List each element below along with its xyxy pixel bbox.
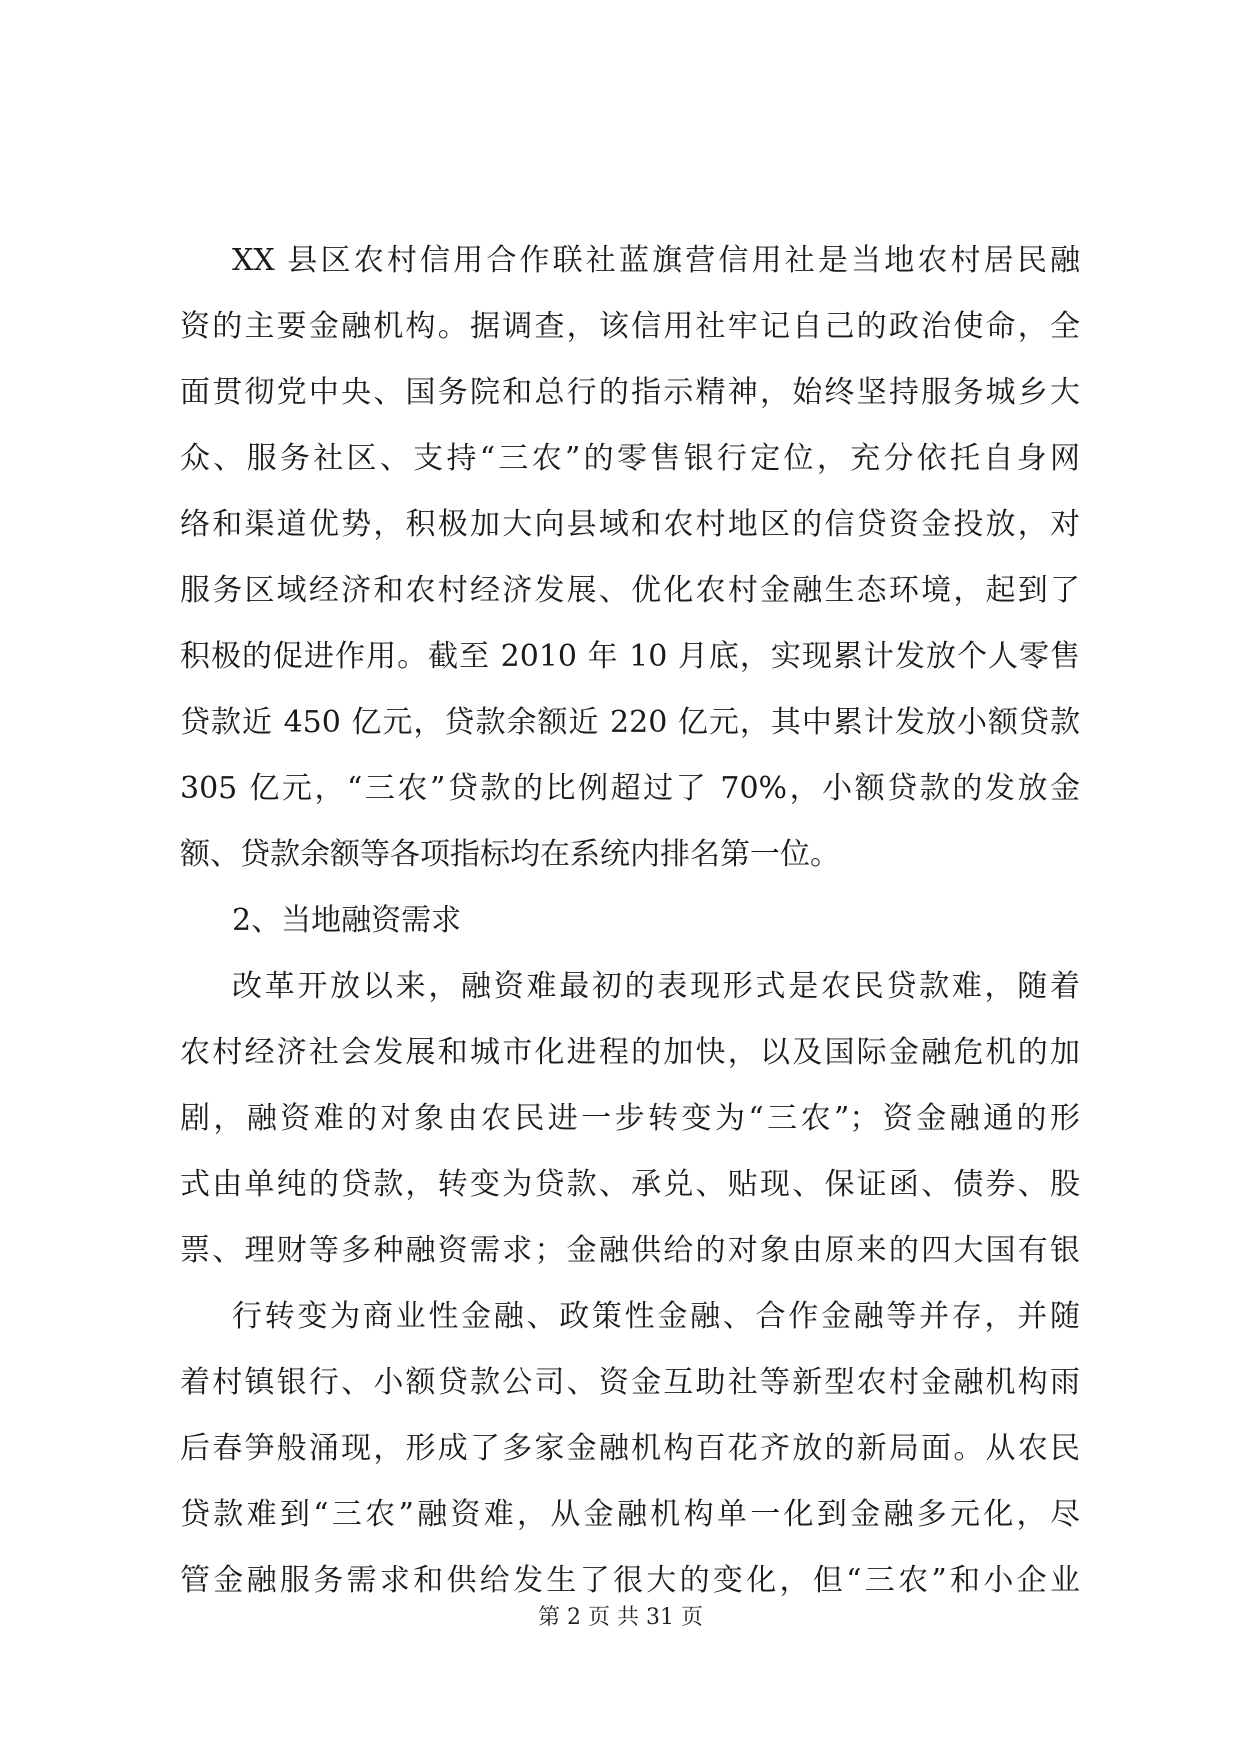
text-line: 行转变为商业性金融、政策性金融、合作金融等并存，并随 bbox=[232, 1299, 1080, 1334]
text-line: 管金融服务需求和供给发生了很大的变化，但“三农”和小企业 bbox=[180, 1563, 1080, 1598]
body-text bbox=[180, 228, 1080, 1614]
text-line: 贷款难到“三农”融资难，从金融机构单一化到金融多元化，尽 bbox=[180, 1497, 1080, 1532]
text-line: 305 亿元，“三农”贷款的比例超过了 70%，小额贷款的发放金 bbox=[180, 771, 1080, 806]
text-line: 农村经济社会发展和城市化进程的加快，以及国际金融危机的加 bbox=[180, 1035, 1080, 1070]
text-line: 面贯彻党中央、国务院和总行的指示精神，始终坚持服务城乡大 bbox=[180, 375, 1080, 410]
page-footer: 第 2 页 共 31 页 bbox=[538, 1605, 703, 1630]
text-line: 络和渠道优势，积极加大向县域和农村地区的信贷资金投放，对 bbox=[180, 507, 1080, 542]
text-line: 额、贷款余额等各项指标均在系统内排名第一位。 bbox=[180, 837, 840, 872]
section-heading: 2、当地融资需求 bbox=[232, 903, 462, 938]
text-line: 票、理财等多种融资需求；金融供给的对象由原来的四大国有银 bbox=[180, 1233, 1080, 1268]
text-line: 着村镇银行、小额贷款公司、资金互助社等新型农村金融机构雨 bbox=[180, 1365, 1080, 1400]
text-line: 剧，融资难的对象由农民进一步转变为“三农”；资金融通的形 bbox=[180, 1101, 1080, 1136]
text-line: XX 县区农村信用合作联社蓝旗营信用社是当地农村居民融 bbox=[232, 243, 1080, 278]
text-line: 资的主要金融机构。据调查，该信用社牢记自己的政治使命，全 bbox=[180, 309, 1080, 344]
text-line: 积极的促进作用。截至 2010 年 10 月底，实现累计发放个人零售 bbox=[180, 639, 1080, 674]
text-line: 贷款近 450 亿元，贷款余额近 220 亿元，其中累计发放小额贷款 bbox=[180, 705, 1080, 740]
text-line: 众、服务社区、支持“三农”的零售银行定位，充分依托自身网 bbox=[180, 441, 1080, 476]
text-line: 服务区域经济和农村经济发展、优化农村金融生态环境，起到了 bbox=[180, 573, 1080, 608]
text-line: 后春笋般涌现，形成了多家金融机构百花齐放的新局面。从农民 bbox=[180, 1431, 1080, 1466]
text-line: 式由单纯的贷款，转变为贷款、承兑、贴现、保证函、债券、股 bbox=[180, 1167, 1080, 1202]
text-line: 改革开放以来，融资难最初的表现形式是农民贷款难，随着 bbox=[232, 969, 1080, 1004]
